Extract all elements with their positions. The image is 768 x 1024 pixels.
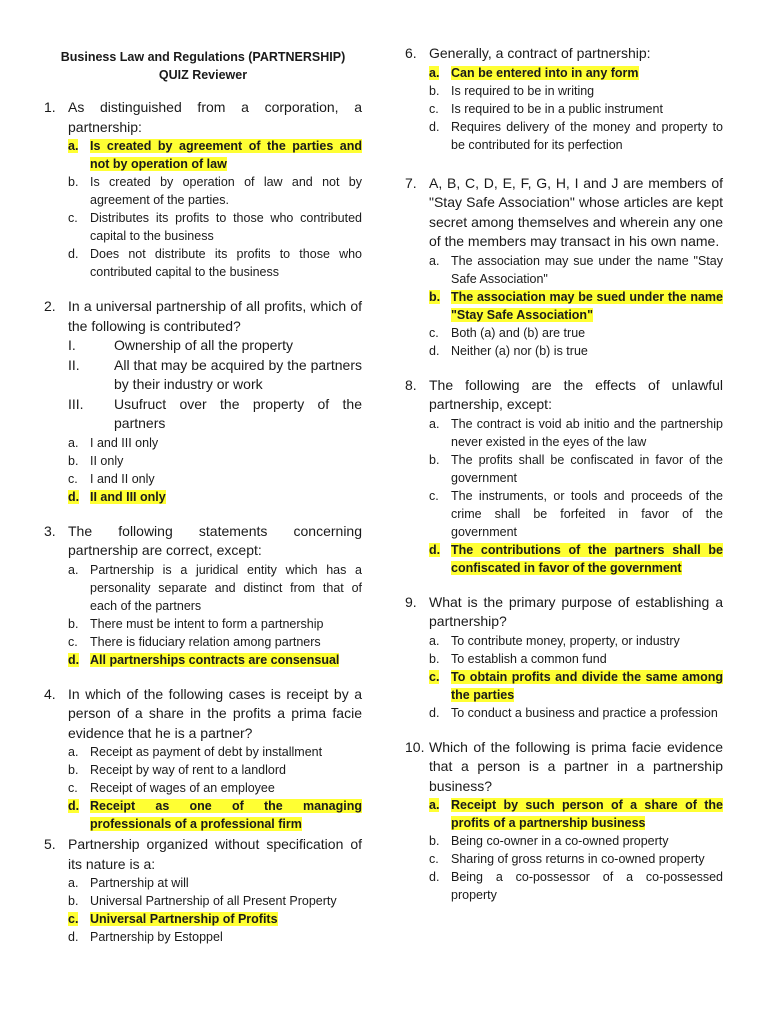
option-a: a. To contribute money, property, or industry xyxy=(429,633,680,648)
option-b: b. To establish a common fund xyxy=(429,651,607,666)
option-a-correct: a. Is created by agreement of the parties and not by operation of law xyxy=(68,139,362,171)
option-b-correct: b. The association may be sued under the name "Stay Safe Association" xyxy=(429,289,723,322)
option-a: a. Partnership at will xyxy=(68,876,189,890)
question-7 xyxy=(405,174,723,360)
question-10 xyxy=(405,738,723,905)
option-a: a. I and III only xyxy=(68,435,159,450)
option-b: b. Is created by operation of law and not by agreement of the parties. xyxy=(68,175,362,207)
question-number: 10. xyxy=(405,738,425,755)
option-b: b. The profits shall be confiscated in favor of the government xyxy=(429,452,723,485)
option-c: c. Is required to be in a public instrument xyxy=(429,101,663,116)
question-stem: Partnership organized without specification of its nature is a: xyxy=(68,836,362,872)
question-2 xyxy=(44,297,362,506)
option-c: c. Distributes its profits to those who contributed capital to the business xyxy=(68,211,362,243)
option-d-correct: d. The contributions of the partners shall be confiscated in favor of the government xyxy=(429,542,723,575)
question-number: 4. xyxy=(44,685,56,702)
option-d: d. Does not distribute its profits to those who contributed capital to the business xyxy=(68,247,362,279)
option-a-correct: a. Can be entered into in any form xyxy=(429,65,639,80)
question-4 xyxy=(44,685,362,834)
question-stem: The following statements concerning partnership are correct, except: xyxy=(68,522,362,558)
right-column xyxy=(405,45,723,920)
question-8 xyxy=(405,376,723,577)
question-number: 5. xyxy=(44,836,56,852)
option-c: c. The instruments, or tools and proceeds of the crime shall be forfeited in favor of the government xyxy=(429,488,723,539)
option-b: b. Receipt by way of rent to a landlord xyxy=(68,763,286,777)
option-d: d. Requires delivery of the money and property to be contributed for its perfection xyxy=(429,119,723,152)
question-stem: As distinguished from a corporation, a partnership: xyxy=(68,99,362,135)
option-a-correct: a. Receipt by such person of a share of the profits of a partnership business xyxy=(429,798,723,830)
option-a: a. Receipt as payment of debt by installment xyxy=(68,745,323,759)
question-number: 2. xyxy=(44,298,56,314)
question-number: 1. xyxy=(44,99,56,115)
option-c-correct: c. Universal Partnership of Profits xyxy=(68,912,278,926)
option-a: a. Partnership is a juridical entity which has a personality separate and distinct from that of each of the partners xyxy=(68,562,362,613)
option-d-correct: d. II and III only xyxy=(68,489,166,504)
question-stem: In which of the following cases is receipt by a person of a share in the profits a prima facie evidence that he is a partner? xyxy=(68,685,362,741)
roman-item-2: II. All that may be acquired by the partners by their industry or work xyxy=(68,356,362,392)
option-b: b. II only xyxy=(68,453,124,468)
question-9 xyxy=(405,593,723,722)
question-stem: What is the primary purpose of establishing a partnership? xyxy=(429,593,723,629)
option-b: b. Is required to be in writing xyxy=(429,83,595,98)
option-d: d. Partnership by Estoppel xyxy=(68,930,223,944)
roman-item-3: III. Usufruct over the property of the partners xyxy=(68,395,362,431)
option-d: d. Neither (a) nor (b) is true xyxy=(429,343,588,358)
question-stem: A, B, C, D, E, F, G, H, I and J are members of "Stay Safe Association" whose articles are kept secret among themselves and wherein any one of the members may transact in his own name. xyxy=(429,174,723,249)
option-c: c. There is fiduciary relation among partners xyxy=(68,634,321,649)
option-c: c. Sharing of gross returns in co-owned property xyxy=(429,852,705,866)
option-c-correct: c. To obtain profits and divide the same among the parties xyxy=(429,669,723,702)
question-stem: The following are the effects of unlawful partnership, except: xyxy=(429,376,723,412)
option-c: c. Both (a) and (b) are true xyxy=(429,325,586,340)
title-line-1: Business Law and Regulations (PARTNERSHIP) xyxy=(60,50,346,64)
document-title xyxy=(44,48,362,84)
question-3 xyxy=(44,522,362,669)
question-number: 9. xyxy=(405,593,417,610)
option-c: c. I and II only xyxy=(68,471,155,486)
title-line-2: QUIZ Reviewer xyxy=(158,68,248,82)
option-d: d. To conduct a business and practice a profession xyxy=(429,705,718,720)
option-b: b. There must be intent to form a partnership xyxy=(68,616,324,631)
option-a: a. The association may sue under the name "Stay Safe Association" xyxy=(429,253,723,286)
option-c: c. Receipt of wages of an employee xyxy=(68,781,275,795)
option-b: b. Universal Partnership of all Present Property xyxy=(68,894,337,908)
question-stem: In a universal partnership of all profits, which of the following is contributed? xyxy=(68,298,362,334)
question-1 xyxy=(44,98,362,281)
question-stem: Which of the following is prima facie evidence that a person is a partner in a partnership business? xyxy=(429,738,723,794)
question-5 xyxy=(44,835,362,946)
question-stem: Generally, a contract of partnership: xyxy=(429,45,651,61)
option-b: b. Being co-owner in a co-owned property xyxy=(429,834,669,848)
option-d-correct: d. All partnerships contracts are consensual xyxy=(68,652,340,667)
option-a: a. The contract is void ab initio and the partnership never existed in the eyes of the law xyxy=(429,416,723,449)
question-number: 8. xyxy=(405,376,417,393)
left-column xyxy=(44,48,362,962)
roman-item-1: I. Ownership of all the property xyxy=(68,337,293,353)
option-d: d. Being a co-possessor of a co-possessed property xyxy=(429,870,723,902)
option-d-correct: d. Receipt as one of the managing professionals of a professional firm xyxy=(68,799,362,831)
question-number: 3. xyxy=(44,522,56,539)
question-number: 6. xyxy=(405,45,417,61)
question-6 xyxy=(405,44,723,154)
question-number: 7. xyxy=(405,174,417,191)
